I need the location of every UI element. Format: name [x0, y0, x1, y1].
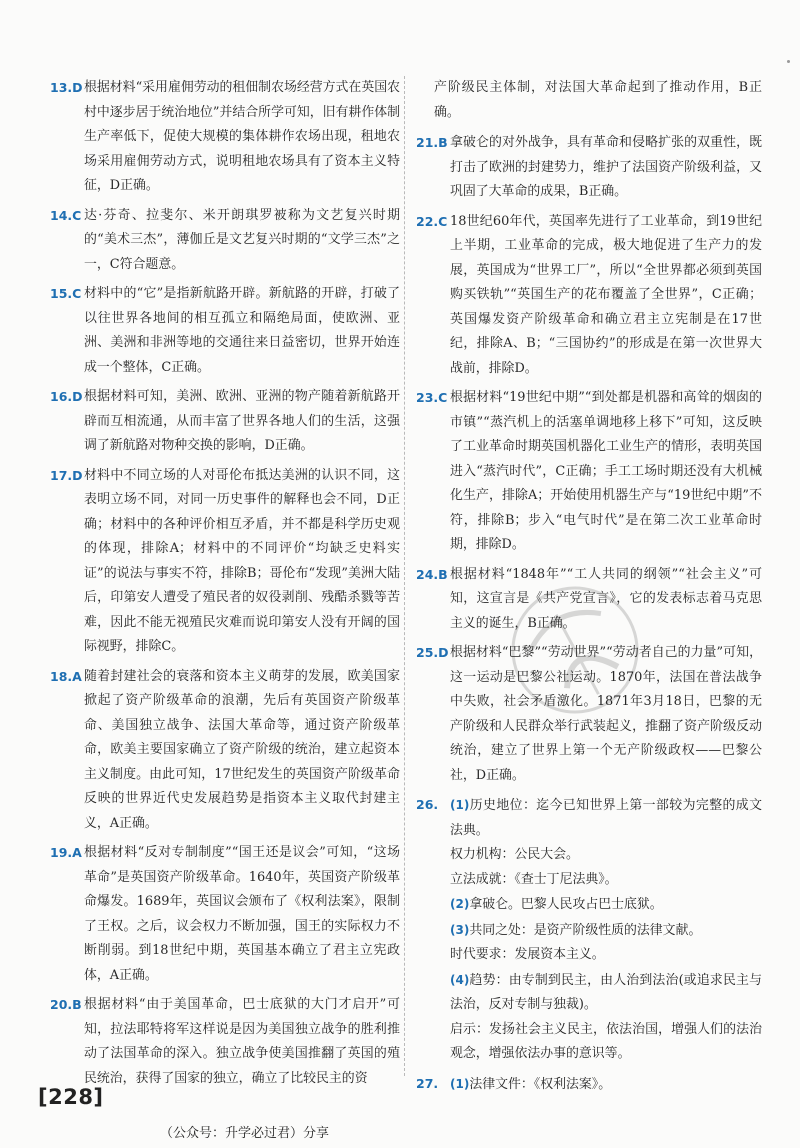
sub-text: 法律文件：《权利法案》。: [469, 1076, 612, 1092]
left-column: [50, 76, 400, 1096]
answer-number: 22.C: [416, 213, 448, 229]
answer-number: 17.D: [50, 467, 83, 483]
answer-text: 根据材料“由于美国革命，巴士底狱的大门才启开”可知，拉法耶特将军这样说是因为美国独立战争的胜利推动了法国革命的深入。独立战争使美国推翻了英国的殖民统治，获得了国家的独立，确立了比较民主的资: [84, 997, 400, 1086]
sub-line: [416, 1018, 762, 1067]
answer-text: 根据材料“巴黎”“劳动世界”“劳动者自己的力量”可知，这一运动是巴黎公社运动。1870年，法国在普法战争中失败，社会矛盾激化。1871年3月18日，巴黎的无产阶级和人民群众举行武装起义，推翻了资产阶级反动统治，建立了世界上第一个无产阶级政权——巴黎公社，D正确。: [450, 645, 762, 783]
sub-label: (3): [450, 922, 470, 937]
answer-number: 16.D: [50, 389, 83, 404]
answer-text: 达·芬奇、拉斐尔、米开朗琪罗被称为文艺复兴时期的“美术三杰”，薄伽丘是文艺复兴时期的“文学三杰”之一，C符合题意。: [84, 207, 400, 272]
answer-text: 根据材料“反对专制制度”“国王还是议会”可知，“这场革命”是英国资产阶级革命。1640年，英国资产阶级革命爆发。1689年，英国议会颁布了《权利法案》，限制了王权。之后，议会权力不断加强，国王的实际权力不断削弱。到18世纪中期，英国基本确立了君主立宪政体，A正确。: [84, 845, 400, 983]
sub-line: [416, 868, 762, 893]
sub-line: [416, 843, 762, 868]
answer-item-26: [416, 793, 762, 1067]
sub-text: 启示：发扬社会主义民主，依法治国，增强人们的法治观念，增强依法办事的意识等。: [450, 1021, 762, 1061]
answer-number: 23.C: [416, 390, 448, 405]
answer-item: [416, 131, 762, 205]
answer-text: 18世纪60年代，英国率先进行了工业革命，到19世纪上半期，工业革命的完成，极大地促进了生产力的发展，英国成为“世界工厂”，所以“全世界都必须到英国购买铁轨”“英国生产的花布覆盖了全世界”，C正确；英国爆发资产阶级革命和确立君主立宪制是在17世纪，排除A、B；“三国协约”的形成是在第一次世界大战前，排除D。: [450, 213, 762, 376]
sub-line: [416, 793, 762, 843]
answer-item: [416, 210, 762, 382]
sub-label: (1): [450, 1076, 470, 1091]
answer-item: [416, 641, 762, 788]
sub-line: [416, 968, 762, 1018]
answer-text: 根据材料可知，美洲、欧洲、亚洲的物产随着新航路开辟而互相流通，从而丰富了世界各地人们的生活，这强调了新航路对物种交换的影响，D正确。: [84, 389, 400, 453]
answer-item: [50, 993, 400, 1091]
edge-mark: [787, 60, 790, 63]
sub-label: (4): [450, 972, 470, 987]
answer-number: 27.: [416, 1075, 439, 1091]
answer-text: 根据材料“19世纪中期”“到处都是机器和高耸的烟囱的市镇”“蒸汽机上的活塞单调地移上移下”可知，这反映了工业革命时期英国机器化工业生产的情形，表明英国进入“蒸汽时代”，C正确；手工工场时期还没有大机械化生产，排除A；开始使用机器生产与“19世纪中期”不符，排除B；步入“电气时代”是在第二次工业革命时期，排除D。: [450, 390, 762, 552]
answer-item: [50, 841, 400, 988]
sub-line: [416, 1072, 762, 1098]
answer-number: 15.C: [50, 286, 82, 301]
answer-item-27: [416, 1072, 762, 1098]
answer-item: [50, 665, 400, 837]
right-column: [416, 76, 762, 1102]
footer-credit: （公众号：升学必过君）分享: [160, 1126, 330, 1141]
sub-label: (2): [450, 897, 470, 911]
answer-number: 24.B: [416, 566, 448, 582]
sub-text: 权力机构：公民大会。: [450, 847, 579, 862]
answer-text: 根据材料“1848年”“工人共同的纲领”“社会主义”可知，这宣言是《共产党宣言》，它的发表标志着马克思主义的诞生，B正确。: [450, 566, 762, 631]
answer-item: [50, 385, 400, 459]
answer-text: 拿破仑的对外战争，具有革命和侵略扩张的双重性，既打击了欧洲的封建势力，维护了法国资产阶级利益，又巩固了大革命的成果，B正确。: [450, 135, 762, 199]
answer-item: [416, 563, 762, 637]
sub-text: 历史地位：迄今已知世界上第一部较为完整的成文法典。: [450, 798, 762, 838]
answer-item: [50, 204, 400, 278]
sub-text: 立法成就：《查士丁尼法典》。: [450, 871, 618, 887]
answer-number: 25.D: [416, 645, 449, 660]
answer-item: [416, 386, 762, 558]
answer-item: [50, 464, 400, 660]
answer-number: 14.C: [50, 207, 82, 223]
answer-number: 26.: [416, 797, 439, 812]
answer-number: 21.B: [416, 135, 448, 150]
answer-text: 材料中不同立场的人对哥伦布抵达美洲的认识不同，这表明立场不同，对同一历史事件的解释也会不同，D正确；材料中的各种评价相互矛盾，并不都是科学历史观的体现，排除A；材料中的不同评价“均缺乏史料实证”的说法与事实不符，排除B；哥伦布“发现”美洲大陆后，印第安人遭受了殖民者的奴役剥削、残酷杀戮等苦难，因此不能无视殖民灾难而说印第安人没有开阔的国际视野，排除C。: [84, 467, 400, 654]
answer-text: 材料中的“它”是指新航路开辟。新航路的开辟，打破了以往世界各地间的相互孤立和隔绝局面，使欧洲、亚洲、美洲和非洲等地的交通往来日益密切，世界开始连成一个整体，C正确。: [84, 286, 400, 375]
answer-number: 19.A: [50, 845, 82, 860]
sub-line: [416, 892, 762, 918]
answer-number: 18.A: [50, 668, 82, 684]
sub-line: [416, 918, 762, 944]
sub-text: 时代要求：发展资本主义。: [450, 947, 605, 962]
answer-text: 产阶级民主体制，对法国大革命起到了推动作用，B正确。: [434, 80, 762, 120]
answer-continuation: [416, 76, 762, 125]
column-divider: [404, 76, 405, 1076]
sub-text: 共同之处：是资产阶级性质的法律文献。: [469, 922, 702, 938]
sub-text: 拿破仑。巴黎人民攻占巴士底狱。: [469, 897, 663, 912]
answer-number: 13.D: [50, 80, 83, 95]
answer-number: 20.B: [50, 997, 82, 1012]
page-number: [228]: [38, 1085, 104, 1109]
sub-line: [416, 943, 762, 968]
answer-item: [50, 282, 400, 380]
sub-text: 趋势：由专制到民主，由人治到法治(或追求民主与法治，反对专制与独裁)。: [450, 972, 762, 1012]
answer-text: 随着封建社会的衰落和资本主义萌芽的发展，欧美国家掀起了资产阶级革命的浪潮，先后有英国资产阶级革命、美国独立战争、法国大革命等，通过资产阶级革命，欧美主要国家确立了资产阶级的统治，建立起资本主义制度。由此可知，17世纪发生的英国资产阶级革命反映的世界近代史发展趋势是指资本主义取代封建主义，A正确。: [84, 668, 400, 831]
answer-text: 根据材料“采用雇佣劳动的租佃制农场经营方式在英国农村中逐步居于统治地位”并结合所学可知，旧有耕作体制生产率低下，促使大规模的集体耕作农场出现，租地农场采用雇佣劳动方式，说明租地农场具有了资本主义特征，D正确。: [84, 80, 400, 193]
answer-item: [50, 76, 400, 199]
sub-label: (1): [450, 798, 470, 812]
